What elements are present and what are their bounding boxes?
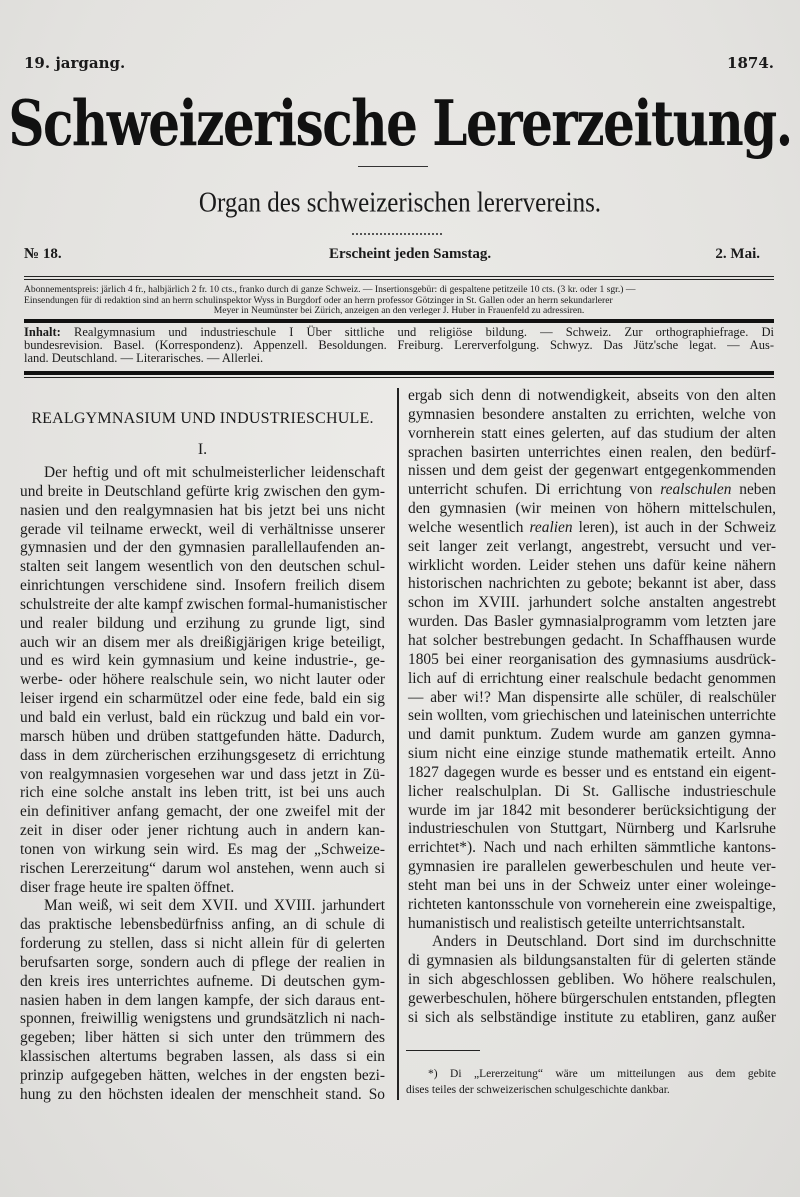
contents-line: land. Deutschland. — Literarisches. — Allerlei. [24, 351, 264, 365]
subscription-line: Abonnementspreis: järlich 4 fr., halbjärlich 2 fr. 10 cts., franko durch di ganze Schweiz. — Insertionsgebür: di gespaltene petitzeile 10 cts. (3 kr. oder 1 sgr.) — [24, 284, 636, 295]
subscription-info [24, 285, 774, 317]
text-line: humanistisch und realistisch geteilte unterrichtsanstalt. [408, 914, 746, 932]
text-line: sium nicht eine einzige stunde mathematik erteilt. Anno [408, 745, 776, 763]
text-line: gymnasien und der den gymnasien parallellaufenden an- [20, 539, 385, 557]
volume-label: 19. jargang. [24, 54, 126, 72]
text-line: 1805 bei einer reorganisation des gymnasiums ausdrück- [408, 650, 776, 668]
publication-frequency: Erscheint jeden Samstag. [329, 246, 492, 262]
text-line: steht man bei uns in der Schweiz unter einer woleinge- [408, 876, 776, 894]
text-line: zeit in diser oder jener richtung auch in andern kan- [20, 822, 385, 840]
text-line: schon im XVIII. jarhundert solche anstalten angestrebt [408, 594, 776, 612]
text-line: gymnasien ire parallelen gewerbeschulen und heute ver- [408, 858, 776, 876]
footnote [406, 1066, 776, 1098]
year-label: 1874. [727, 54, 774, 72]
text-line: werbe- oder höhere realschule sein, wo nicht lauter oder [20, 671, 385, 689]
contents-rule-top [24, 319, 774, 323]
text-line: den kreis ires unterrichtes aufneme. Di deutschen gym- [20, 972, 385, 990]
issue-info-line [24, 246, 760, 266]
text-line: — aber wi!? Man dispensirte alle schüler, di realschüler [408, 688, 776, 706]
newspaper-subtitle: Organ des schweizerischen lerervereins. [198, 188, 602, 219]
text-line: richteten kantonsschule von vorneherein eine zweispaltige, [408, 895, 776, 913]
text-line: in sich abgeschlossen gebliben. Wo höhere realschulen, [408, 971, 776, 989]
text-line: di gymnasien als bildungsanstalten für di gelerten stände [408, 952, 776, 970]
text-line: si sich als selbständige institute zu etabliren, ganz außer [408, 1008, 776, 1026]
text-line: wurden. Das Basler gymnasialprogramm vom letzten jare [408, 613, 776, 631]
title-divider [358, 166, 428, 167]
contents-line: bundesrevision. Basel. (Korrespondenz). Appenzell. Besoldungen. Freiburg. Lererverfolgung. Schwyz. Das Jütz'sche legat. — Aus- [24, 338, 774, 352]
text-line: rich eine solche anstalt ins leben tritt, ist bei uns auch [20, 784, 385, 802]
article-left-column [20, 464, 388, 1105]
text-line: und realer bildung und erzihung zu grunde ligt, sind [20, 614, 385, 632]
article-title: REALGYMNASIUM UND INDUSTRIESCHULE. [31, 410, 374, 427]
text-line: sein wollten, vom griechischen und lateinischen unterrichte [408, 707, 776, 725]
subscription-line: Einsendungen für di redaktion sind an herrn schulinspektor Wyss in Burgdorf oder an herrn professor Götzinger in St. Gallen oder an herrn sekundarlerer [24, 294, 613, 306]
text-line: nasien und den realgymnasien hat bis jetzt bei uns nicht [20, 501, 385, 519]
text-line: und bald ein verlust, bald ein rückzug und bald ein vor- [20, 708, 385, 726]
text-line: gegeben; liber hätten si sich unter den trümmern des [20, 1029, 385, 1047]
text-line: marsch hüben und drüben stattgefunden hätte. Dadurch, [20, 727, 385, 745]
subscription-line: Meyer in Neumünster bei Zürich, anzeigen an den verleger J. Huber in Frauenfeld zu adressiren. [213, 305, 585, 316]
issue-number: № 18. [24, 246, 62, 262]
text-line: unterricht schufen. Di errichtung von realschulen neben [408, 481, 776, 499]
text-line: nasien haben in dem langen kampfe, der sich daraus ent- [20, 991, 385, 1009]
text-line: Anders in Deutschland. Dort sind im durchschnitte [432, 933, 776, 951]
text-line: den gymnasien (wir meinen von höhern mittelschulen, [408, 500, 776, 518]
masthead-topline [24, 54, 774, 74]
newspaper-title: Schweizerische Lererzeitung. [8, 86, 792, 160]
footnote-line: *) Di „Lererzeitung“ wäre um mitteilungen aus dem gebite [428, 1068, 776, 1080]
text-line: forderung zu stellen, dass si nicht allein für di gelerten [20, 935, 385, 953]
text-line: gymnasien besondere anstalten zu errichten, welche von [408, 405, 776, 423]
text-line: hat solcher bestrebungen gedacht. In Schaffhausen wurde [408, 631, 776, 649]
text-line: schulstreite der alte kampf zwischen formal-humanistischer [20, 595, 388, 613]
article-section-number: I. [197, 441, 208, 458]
text-line: das praktische lebensbedürfniss anfing, an di schule di [20, 916, 385, 934]
text-line: historischen nachrichten zu gebote; bekannt ist aber, dass [408, 575, 776, 593]
text-line: gewerbeschulen, höhere bürgerschulen entstanden, pflegten [408, 990, 776, 1007]
text-line: 1827 dagegen wurde es besser und es entstand ein eigent- [408, 763, 776, 781]
text-line: gerade vil teilname erweckt, weil di verhältnisse unserer [20, 520, 385, 538]
text-line: licher realschulplan. Di St. Gallische industrieschule [408, 782, 776, 800]
footnote-rule [406, 1050, 480, 1051]
text-line: errichtet*). Nach und nach erhilten sämmtliche kantons- [408, 839, 776, 857]
text-line: auch wir an disem mer als dreißigjärigen krige beteiligt, [20, 633, 385, 651]
footnote-line: dises teiles der schweizerischen schulgeschichte dankbar. [406, 1084, 670, 1096]
text-line: berufsarten sorge, sondern auch di pflege der realien in [20, 953, 385, 971]
text-line: diser frage heute ire spalten öffnet. [20, 878, 235, 896]
text-line: Man weiß, wi seit dem XVII. und XVIII. jarhundert [44, 897, 385, 915]
text-line: sponnen, freiwillig wenigstens und grundsätzlich ni nach- [20, 1010, 385, 1028]
column-divider [397, 388, 399, 1100]
text-line: industrieschulen von Stuttgart, Nürnberg und Karlsruhe [408, 820, 776, 838]
text-line: seit langer zeit verlangt, angestrebt, versucht und ver- [408, 537, 776, 555]
contents-rule-bottom [24, 371, 774, 375]
text-line: welche wesentlich realien leren), ist auch in der Schweiz [408, 518, 776, 536]
text-line: prinzip aufgegeben hätten, welches in der engsten bezi- [20, 1067, 385, 1084]
text-line: klassischen altertums begraben lassen, als dass si ein [20, 1048, 385, 1066]
ornamental-divider [352, 229, 442, 235]
text-line: vornherein statt eines gelerten, auf das studium der alten [408, 424, 776, 442]
article-right-column [408, 387, 776, 1028]
text-line: und breite in Deutschland gefürte krig zwischen den gym- [20, 482, 385, 500]
issue-date: 2. Mai. [715, 246, 760, 262]
text-line: ein definitiver anfang gemacht, der one zweifel mit der [20, 803, 385, 821]
contents-line: Inhalt: Realgymnasium und industrieschule I Über sittliche und religiöse bildung. — Schweiz. Zur orthographiefrage. Di [24, 325, 775, 339]
table-of-contents [24, 326, 774, 365]
contents-rule-bottom-2 [24, 377, 774, 378]
text-line: von realgymnasien vorgesehen war und dass jetzt in Zü- [20, 765, 385, 783]
text-line: ergab sich denn di notwendigkeit, abseits von den alten [408, 387, 776, 404]
text-line: wirklicht worden. Leider stehen uns dafür keine nähern [408, 556, 776, 574]
text-line: hung zu den höchsten idealen der menschheit stand. So [20, 1085, 385, 1103]
text-line: und damit punktum. Zudem wurde am ganzen gymna- [408, 726, 776, 744]
header-rule-2 [24, 279, 774, 280]
text-line: sprachen basirten unterrichtes einen realen, den bedürf- [408, 443, 776, 461]
text-line: stalten seit langem wesentlich von den deutschen schul- [20, 558, 385, 576]
header-rule [24, 276, 774, 277]
contents-label: Inhalt: [24, 325, 61, 339]
text-line: lich auf di errichtung einer realschule bedacht genommen [408, 669, 776, 687]
text-line: einrichtungen verschidene sind. Insofern freilich disem [20, 577, 385, 595]
text-line: und es wird kein gymnasium und keine industrie-, ge- [20, 652, 385, 670]
text-line: rischen Lererzeitung“ darum wol anstehen, wenn auch si [20, 859, 385, 877]
text-line: nissen und dem geist der gegenwart entgegenkommenden [408, 462, 776, 480]
text-line: Der heftig und oft mit schulmeisterlicher leidenschaft [44, 464, 385, 481]
text-line: leiser irgend ein scharmützel oder eine fede, bald ein sig [20, 690, 385, 708]
text-line: tonen von wirkung sein wird. Es mag der „Schweize- [20, 840, 385, 858]
text-line: wurde im jar 1842 mit besonderer berücksichtigung der [408, 801, 776, 819]
text-line: dass in dem zürcherischen erzihungsgesetz di errichtung [20, 746, 385, 764]
